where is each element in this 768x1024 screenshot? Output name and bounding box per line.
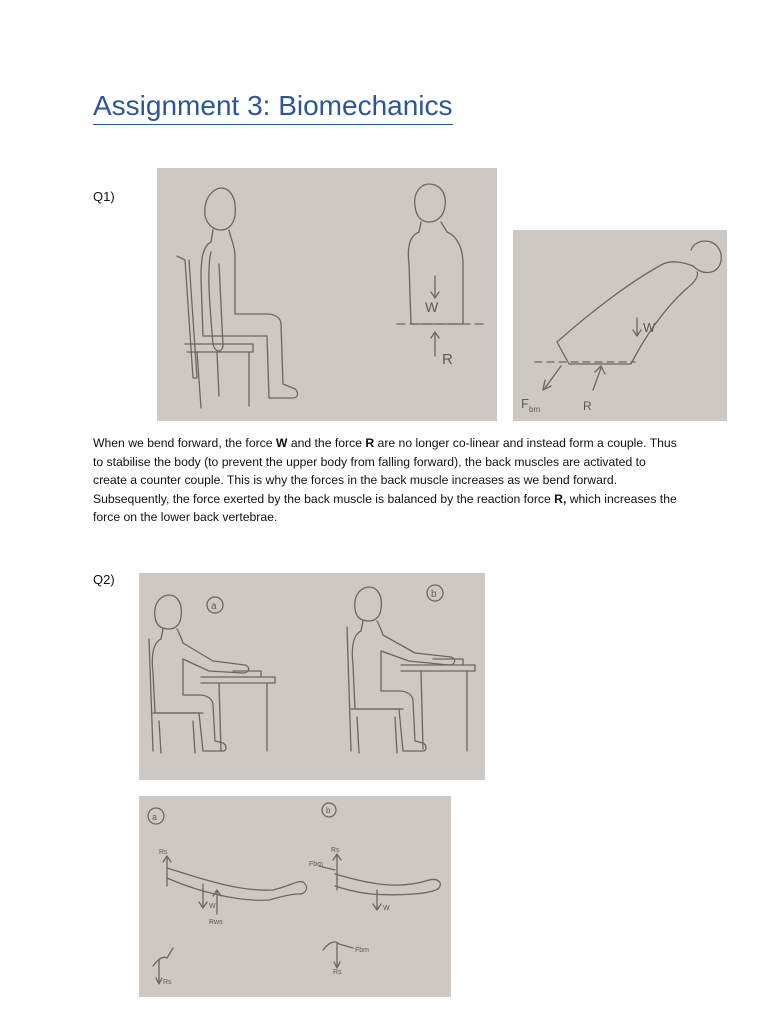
page-title: Assignment 3: Biomechanics <box>93 88 453 125</box>
q2-b-label: b <box>431 589 437 600</box>
q1-text-part: and the force <box>287 436 366 450</box>
q2c-rb-label: Rs <box>331 847 340 854</box>
q2c-b-label: b <box>326 806 331 815</box>
q1-sitting-standing-sketch <box>157 168 497 421</box>
q1-text-part: are no longer co-linear and instead form a couple. Thus to stabilise the body (to prevent the upper body from falling forward), the back muscles are activated to create a counter couple. This is why the forces in the back muscle increases as we bend forward. Subsequently, the force exerted by the back muscle is balanced by the reaction force <box>93 436 677 506</box>
q2c-w-label: W <box>209 903 216 910</box>
q1-answer-paragraph <box>93 434 683 527</box>
q1-w-label: W <box>425 299 439 315</box>
q1-fbm-sub-label: bm <box>529 405 541 414</box>
q2c-wb-label: W <box>383 905 390 912</box>
q2-desk-posture-sketch <box>139 573 485 780</box>
q1-bending-sketch <box>513 230 727 421</box>
q1-text-part: When we bend forward, the force <box>93 436 276 450</box>
q2c-a-label: a <box>152 812 158 822</box>
q1-bend-w-label: W <box>643 320 656 335</box>
q1-r-label: R <box>442 351 453 368</box>
q2-arm-fbd-sketch <box>139 796 451 997</box>
q2c-ra-label: Rs <box>159 849 168 856</box>
q1-text-part: which increases the force on the lower back vertebrae. <box>93 491 677 525</box>
question-1-label: Q1) <box>93 189 115 204</box>
q1-bold-r: R <box>365 436 375 450</box>
q2c-rs-label: Rs <box>163 979 172 986</box>
question-2-label: Q2) <box>93 572 115 587</box>
q2c-fbm2-label: Fbm <box>355 947 369 954</box>
q1-bold-r2: R, <box>554 491 567 506</box>
q2c-rs2-label: Rs <box>333 969 342 976</box>
q1-bend-r-label: R <box>583 399 592 413</box>
q1-bold-w: W <box>275 436 288 450</box>
q2c-rw-label: Rws <box>209 919 223 926</box>
q2c-fbm-label: Fbm <box>309 861 323 868</box>
q1-fbm-label: F <box>521 396 529 411</box>
q2-a-label: a <box>211 601 217 612</box>
